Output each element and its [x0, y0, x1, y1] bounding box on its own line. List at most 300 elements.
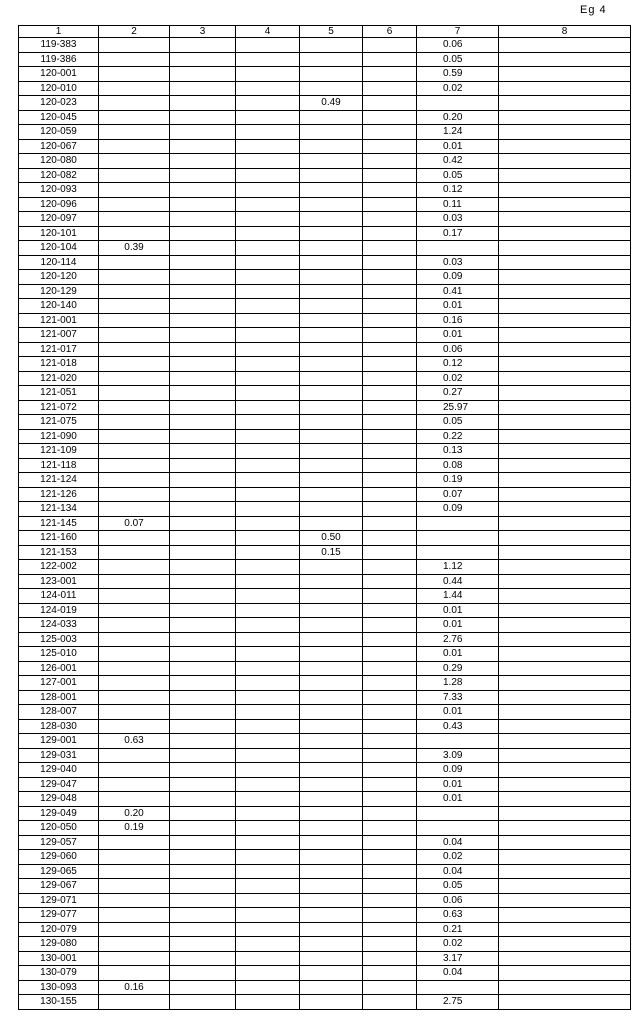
table-cell: [236, 284, 300, 299]
table-row: [19, 168, 631, 183]
table-row: [19, 763, 631, 778]
table-cell: 0.49: [300, 96, 363, 111]
table-cell: [236, 792, 300, 807]
table-cell: [499, 371, 631, 386]
table-cell: [170, 690, 236, 705]
table-cell: 129-077: [19, 908, 99, 923]
table-cell: [236, 125, 300, 140]
table-cell: [300, 922, 363, 937]
table-cell: [170, 110, 236, 125]
table-cell: [170, 937, 236, 952]
table-cell: [236, 879, 300, 894]
table-cell: [499, 342, 631, 357]
table-cell: [499, 647, 631, 662]
table-cell: [417, 96, 499, 111]
table-cell: [236, 110, 300, 125]
table-cell: [300, 357, 363, 372]
table-cell: [170, 922, 236, 937]
table-cell: [170, 516, 236, 531]
table-cell: [236, 864, 300, 879]
table-row: [19, 719, 631, 734]
table-cell: 121-075: [19, 415, 99, 430]
table-row: [19, 966, 631, 981]
table-cell: 0.06: [417, 38, 499, 53]
table-row: [19, 589, 631, 604]
table-cell: [499, 792, 631, 807]
table-cell: [236, 154, 300, 169]
table-row: [19, 908, 631, 923]
table-cell: [363, 763, 417, 778]
table-cell: [363, 748, 417, 763]
table-row: [19, 922, 631, 937]
table-cell: 0.06: [417, 342, 499, 357]
table-cell: [170, 183, 236, 198]
table-cell: [170, 139, 236, 154]
table-cell: [300, 893, 363, 908]
table-cell: [170, 647, 236, 662]
table-cell: [236, 255, 300, 270]
table-cell: 121-001: [19, 313, 99, 328]
table-cell: [99, 603, 170, 618]
table-cell: 120-080: [19, 154, 99, 169]
table-cell: [99, 502, 170, 517]
table-cell: [300, 850, 363, 865]
table-cell: [170, 415, 236, 430]
table-cell: 119-383: [19, 38, 99, 53]
column-header: 8: [499, 26, 631, 38]
table-cell: [170, 197, 236, 212]
table-cell: [170, 908, 236, 923]
table-cell: [363, 96, 417, 111]
table-cell: [363, 719, 417, 734]
table-cell: [99, 139, 170, 154]
table-cell: [236, 371, 300, 386]
table-cell: [499, 603, 631, 618]
table-cell: [499, 487, 631, 502]
table-cell: [300, 52, 363, 67]
table-cell: 120-096: [19, 197, 99, 212]
table-row: [19, 850, 631, 865]
table-cell: [236, 647, 300, 662]
table-cell: [99, 748, 170, 763]
table-cell: [499, 719, 631, 734]
table-cell: [99, 632, 170, 647]
table-cell: [363, 284, 417, 299]
table-cell: 0.09: [417, 763, 499, 778]
table-cell: [300, 458, 363, 473]
table-cell: [300, 647, 363, 662]
table-cell: 0.11: [417, 197, 499, 212]
table-cell: [170, 545, 236, 560]
table-cell: [300, 516, 363, 531]
table-cell: [99, 371, 170, 386]
table-row: [19, 197, 631, 212]
table-cell: [363, 531, 417, 546]
page-label: Eg 4: [580, 4, 607, 16]
table-cell: [300, 67, 363, 82]
table-cell: [170, 995, 236, 1010]
table-cell: [363, 212, 417, 227]
table-cell: [499, 531, 631, 546]
table-row: [19, 81, 631, 96]
table-cell: [236, 226, 300, 241]
table-cell: [170, 444, 236, 459]
table-row: [19, 748, 631, 763]
table-cell: 120-114: [19, 255, 99, 270]
table-cell: [499, 328, 631, 343]
table-cell: [236, 67, 300, 82]
table-cell: 0.07: [417, 487, 499, 502]
table-cell: 0.04: [417, 966, 499, 981]
table-cell: 121-072: [19, 400, 99, 415]
table-cell: [499, 864, 631, 879]
table-cell: 121-109: [19, 444, 99, 459]
table-cell: [499, 67, 631, 82]
table-cell: [170, 125, 236, 140]
table-cell: [499, 908, 631, 923]
table-cell: [99, 168, 170, 183]
table-row: [19, 879, 631, 894]
table-row: [19, 835, 631, 850]
table-row: [19, 212, 631, 227]
table-cell: [363, 951, 417, 966]
table-row: [19, 777, 631, 792]
table-row: [19, 951, 631, 966]
table-row: [19, 487, 631, 502]
header-row: [19, 26, 631, 38]
table-cell: [99, 864, 170, 879]
table-cell: [236, 835, 300, 850]
table-cell: [300, 879, 363, 894]
table-cell: [99, 270, 170, 285]
table-cell: [236, 574, 300, 589]
table-cell: [417, 545, 499, 560]
table-cell: [170, 81, 236, 96]
table-cell: [99, 705, 170, 720]
table-cell: [99, 197, 170, 212]
table-cell: 130-001: [19, 951, 99, 966]
table-cell: [236, 603, 300, 618]
table-cell: [99, 951, 170, 966]
table-cell: [170, 821, 236, 836]
table-cell: 0.01: [417, 647, 499, 662]
table-cell: 129-049: [19, 806, 99, 821]
table-cell: [99, 299, 170, 314]
column-header: 6: [363, 26, 417, 38]
table-row: [19, 328, 631, 343]
table-cell: [363, 676, 417, 691]
table-cell: [499, 893, 631, 908]
table-cell: [300, 792, 363, 807]
table-cell: [300, 197, 363, 212]
table-cell: [236, 487, 300, 502]
table-cell: [499, 632, 631, 647]
table-cell: [99, 110, 170, 125]
table-cell: [99, 560, 170, 575]
table-cell: [499, 270, 631, 285]
table-cell: 124-019: [19, 603, 99, 618]
table-cell: [170, 429, 236, 444]
table-cell: 120-059: [19, 125, 99, 140]
table-cell: [363, 806, 417, 821]
table-cell: [170, 589, 236, 604]
table-row: [19, 125, 631, 140]
table-row: [19, 734, 631, 749]
table-cell: [499, 545, 631, 560]
table-cell: [170, 835, 236, 850]
table-cell: [170, 328, 236, 343]
table-cell: 120-023: [19, 96, 99, 111]
table-cell: [363, 647, 417, 662]
table-cell: 0.01: [417, 139, 499, 154]
table-cell: [236, 139, 300, 154]
table-cell: [170, 574, 236, 589]
table-cell: [300, 400, 363, 415]
table-cell: [363, 313, 417, 328]
table-cell: [300, 980, 363, 995]
table-cell: [363, 241, 417, 256]
table-cell: [363, 690, 417, 705]
table-cell: [99, 531, 170, 546]
table-cell: [170, 719, 236, 734]
table-cell: 0.20: [99, 806, 170, 821]
table-cell: [99, 937, 170, 952]
table-cell: [236, 531, 300, 546]
table-cell: [363, 545, 417, 560]
table-row: [19, 661, 631, 676]
table-cell: [236, 342, 300, 357]
table-cell: [499, 618, 631, 633]
table-cell: [99, 328, 170, 343]
table-cell: 129-060: [19, 850, 99, 865]
table-cell: [99, 183, 170, 198]
table-cell: 120-120: [19, 270, 99, 285]
table-cell: [236, 516, 300, 531]
table-cell: [300, 81, 363, 96]
table-cell: [99, 719, 170, 734]
table-row: [19, 415, 631, 430]
table-cell: [170, 96, 236, 111]
table-cell: [99, 574, 170, 589]
table-cell: [99, 661, 170, 676]
table-row: [19, 531, 631, 546]
table-cell: [170, 284, 236, 299]
table-cell: [99, 850, 170, 865]
table-cell: 0.19: [99, 821, 170, 836]
table-cell: [170, 357, 236, 372]
column-header: 1: [19, 26, 99, 38]
table-row: [19, 647, 631, 662]
table-cell: [99, 38, 170, 53]
table-cell: [300, 966, 363, 981]
table-cell: [300, 125, 363, 140]
table-row: [19, 342, 631, 357]
table-cell: [300, 618, 363, 633]
table-cell: [236, 313, 300, 328]
table-cell: [170, 980, 236, 995]
table-cell: 0.63: [99, 734, 170, 749]
table-cell: 120-140: [19, 299, 99, 314]
table-cell: [300, 995, 363, 1010]
table-cell: [236, 690, 300, 705]
table-cell: [363, 705, 417, 720]
table-cell: [499, 415, 631, 430]
table-cell: [170, 342, 236, 357]
table-cell: [300, 734, 363, 749]
table-cell: 0.09: [417, 502, 499, 517]
table-cell: [236, 386, 300, 401]
table-cell: [363, 618, 417, 633]
table-cell: [499, 763, 631, 778]
table-cell: 129-067: [19, 879, 99, 894]
table-cell: 120-067: [19, 139, 99, 154]
table-cell: [236, 995, 300, 1010]
table-cell: [99, 357, 170, 372]
table-cell: [499, 821, 631, 836]
table-cell: [236, 299, 300, 314]
table-cell: 121-018: [19, 357, 99, 372]
table-cell: [300, 429, 363, 444]
table-cell: 0.02: [417, 81, 499, 96]
table-cell: [499, 560, 631, 575]
table-cell: 2.76: [417, 632, 499, 647]
table-cell: [363, 893, 417, 908]
table-cell: 0.01: [417, 603, 499, 618]
table-cell: [499, 574, 631, 589]
table-cell: [99, 284, 170, 299]
table-cell: 0.08: [417, 458, 499, 473]
table-cell: [300, 270, 363, 285]
table-cell: [499, 400, 631, 415]
table-row: [19, 183, 631, 198]
table-cell: [499, 473, 631, 488]
table-cell: [300, 603, 363, 618]
table-cell: [363, 632, 417, 647]
table-cell: [99, 154, 170, 169]
table-cell: [363, 226, 417, 241]
table-cell: [170, 458, 236, 473]
table-cell: [99, 966, 170, 981]
table-cell: [499, 661, 631, 676]
table-cell: [363, 821, 417, 836]
column-header: 3: [170, 26, 236, 38]
table-cell: [363, 386, 417, 401]
table-cell: [499, 951, 631, 966]
table-cell: [417, 241, 499, 256]
table-cell: [99, 835, 170, 850]
table-cell: [236, 734, 300, 749]
table-cell: [300, 574, 363, 589]
table-cell: [236, 763, 300, 778]
table-row: [19, 255, 631, 270]
table-cell: 121-090: [19, 429, 99, 444]
table-cell: 0.27: [417, 386, 499, 401]
table-cell: 124-011: [19, 589, 99, 604]
table-cell: [363, 487, 417, 502]
table-cell: [300, 241, 363, 256]
table-cell: [99, 589, 170, 604]
table-cell: [363, 850, 417, 865]
table-cell: [236, 951, 300, 966]
table-cell: [99, 676, 170, 691]
table-cell: [170, 226, 236, 241]
table-cell: [236, 908, 300, 923]
table-cell: [170, 38, 236, 53]
table-cell: [499, 516, 631, 531]
table-cell: 120-093: [19, 183, 99, 198]
table-cell: [363, 299, 417, 314]
table-cell: [300, 763, 363, 778]
table-cell: [499, 879, 631, 894]
table-cell: 120-104: [19, 241, 99, 256]
table-row: [19, 444, 631, 459]
table-cell: 1.12: [417, 560, 499, 575]
table-cell: [300, 226, 363, 241]
table-cell: [236, 458, 300, 473]
data-table: [18, 25, 631, 1010]
table-cell: [170, 168, 236, 183]
table-cell: [170, 299, 236, 314]
table-cell: 120-001: [19, 67, 99, 82]
table-cell: 129-047: [19, 777, 99, 792]
table-cell: 129-065: [19, 864, 99, 879]
table-cell: 0.44: [417, 574, 499, 589]
table-cell: [499, 154, 631, 169]
table-row: [19, 806, 631, 821]
table-cell: [499, 980, 631, 995]
table-cell: 129-071: [19, 893, 99, 908]
table-cell: 1.28: [417, 676, 499, 691]
table-cell: 129-057: [19, 835, 99, 850]
table-row: [19, 52, 631, 67]
table-cell: [99, 908, 170, 923]
table-cell: [417, 821, 499, 836]
table-cell: [363, 908, 417, 923]
table-cell: [236, 806, 300, 821]
table-cell: [499, 284, 631, 299]
table-row: [19, 574, 631, 589]
table-cell: [363, 371, 417, 386]
table-cell: [170, 951, 236, 966]
table-cell: [99, 52, 170, 67]
table-cell: [170, 487, 236, 502]
table-cell: [170, 748, 236, 763]
table-cell: [236, 980, 300, 995]
table-cell: [99, 386, 170, 401]
table-cell: [170, 966, 236, 981]
table-cell: [499, 458, 631, 473]
table-cell: [363, 922, 417, 937]
table-cell: [236, 850, 300, 865]
table-cell: [170, 603, 236, 618]
table-cell: [300, 313, 363, 328]
table-cell: 0.04: [417, 864, 499, 879]
table-row: [19, 632, 631, 647]
table-cell: [363, 125, 417, 140]
table-cell: [363, 67, 417, 82]
table-cell: 121-160: [19, 531, 99, 546]
table-cell: [499, 125, 631, 140]
table-cell: 119-386: [19, 52, 99, 67]
table-cell: [499, 589, 631, 604]
table-cell: [363, 183, 417, 198]
table-cell: [170, 531, 236, 546]
table-cell: [236, 777, 300, 792]
table-cell: [236, 212, 300, 227]
table-cell: 0.16: [99, 980, 170, 995]
table-cell: [363, 589, 417, 604]
table-cell: [363, 792, 417, 807]
